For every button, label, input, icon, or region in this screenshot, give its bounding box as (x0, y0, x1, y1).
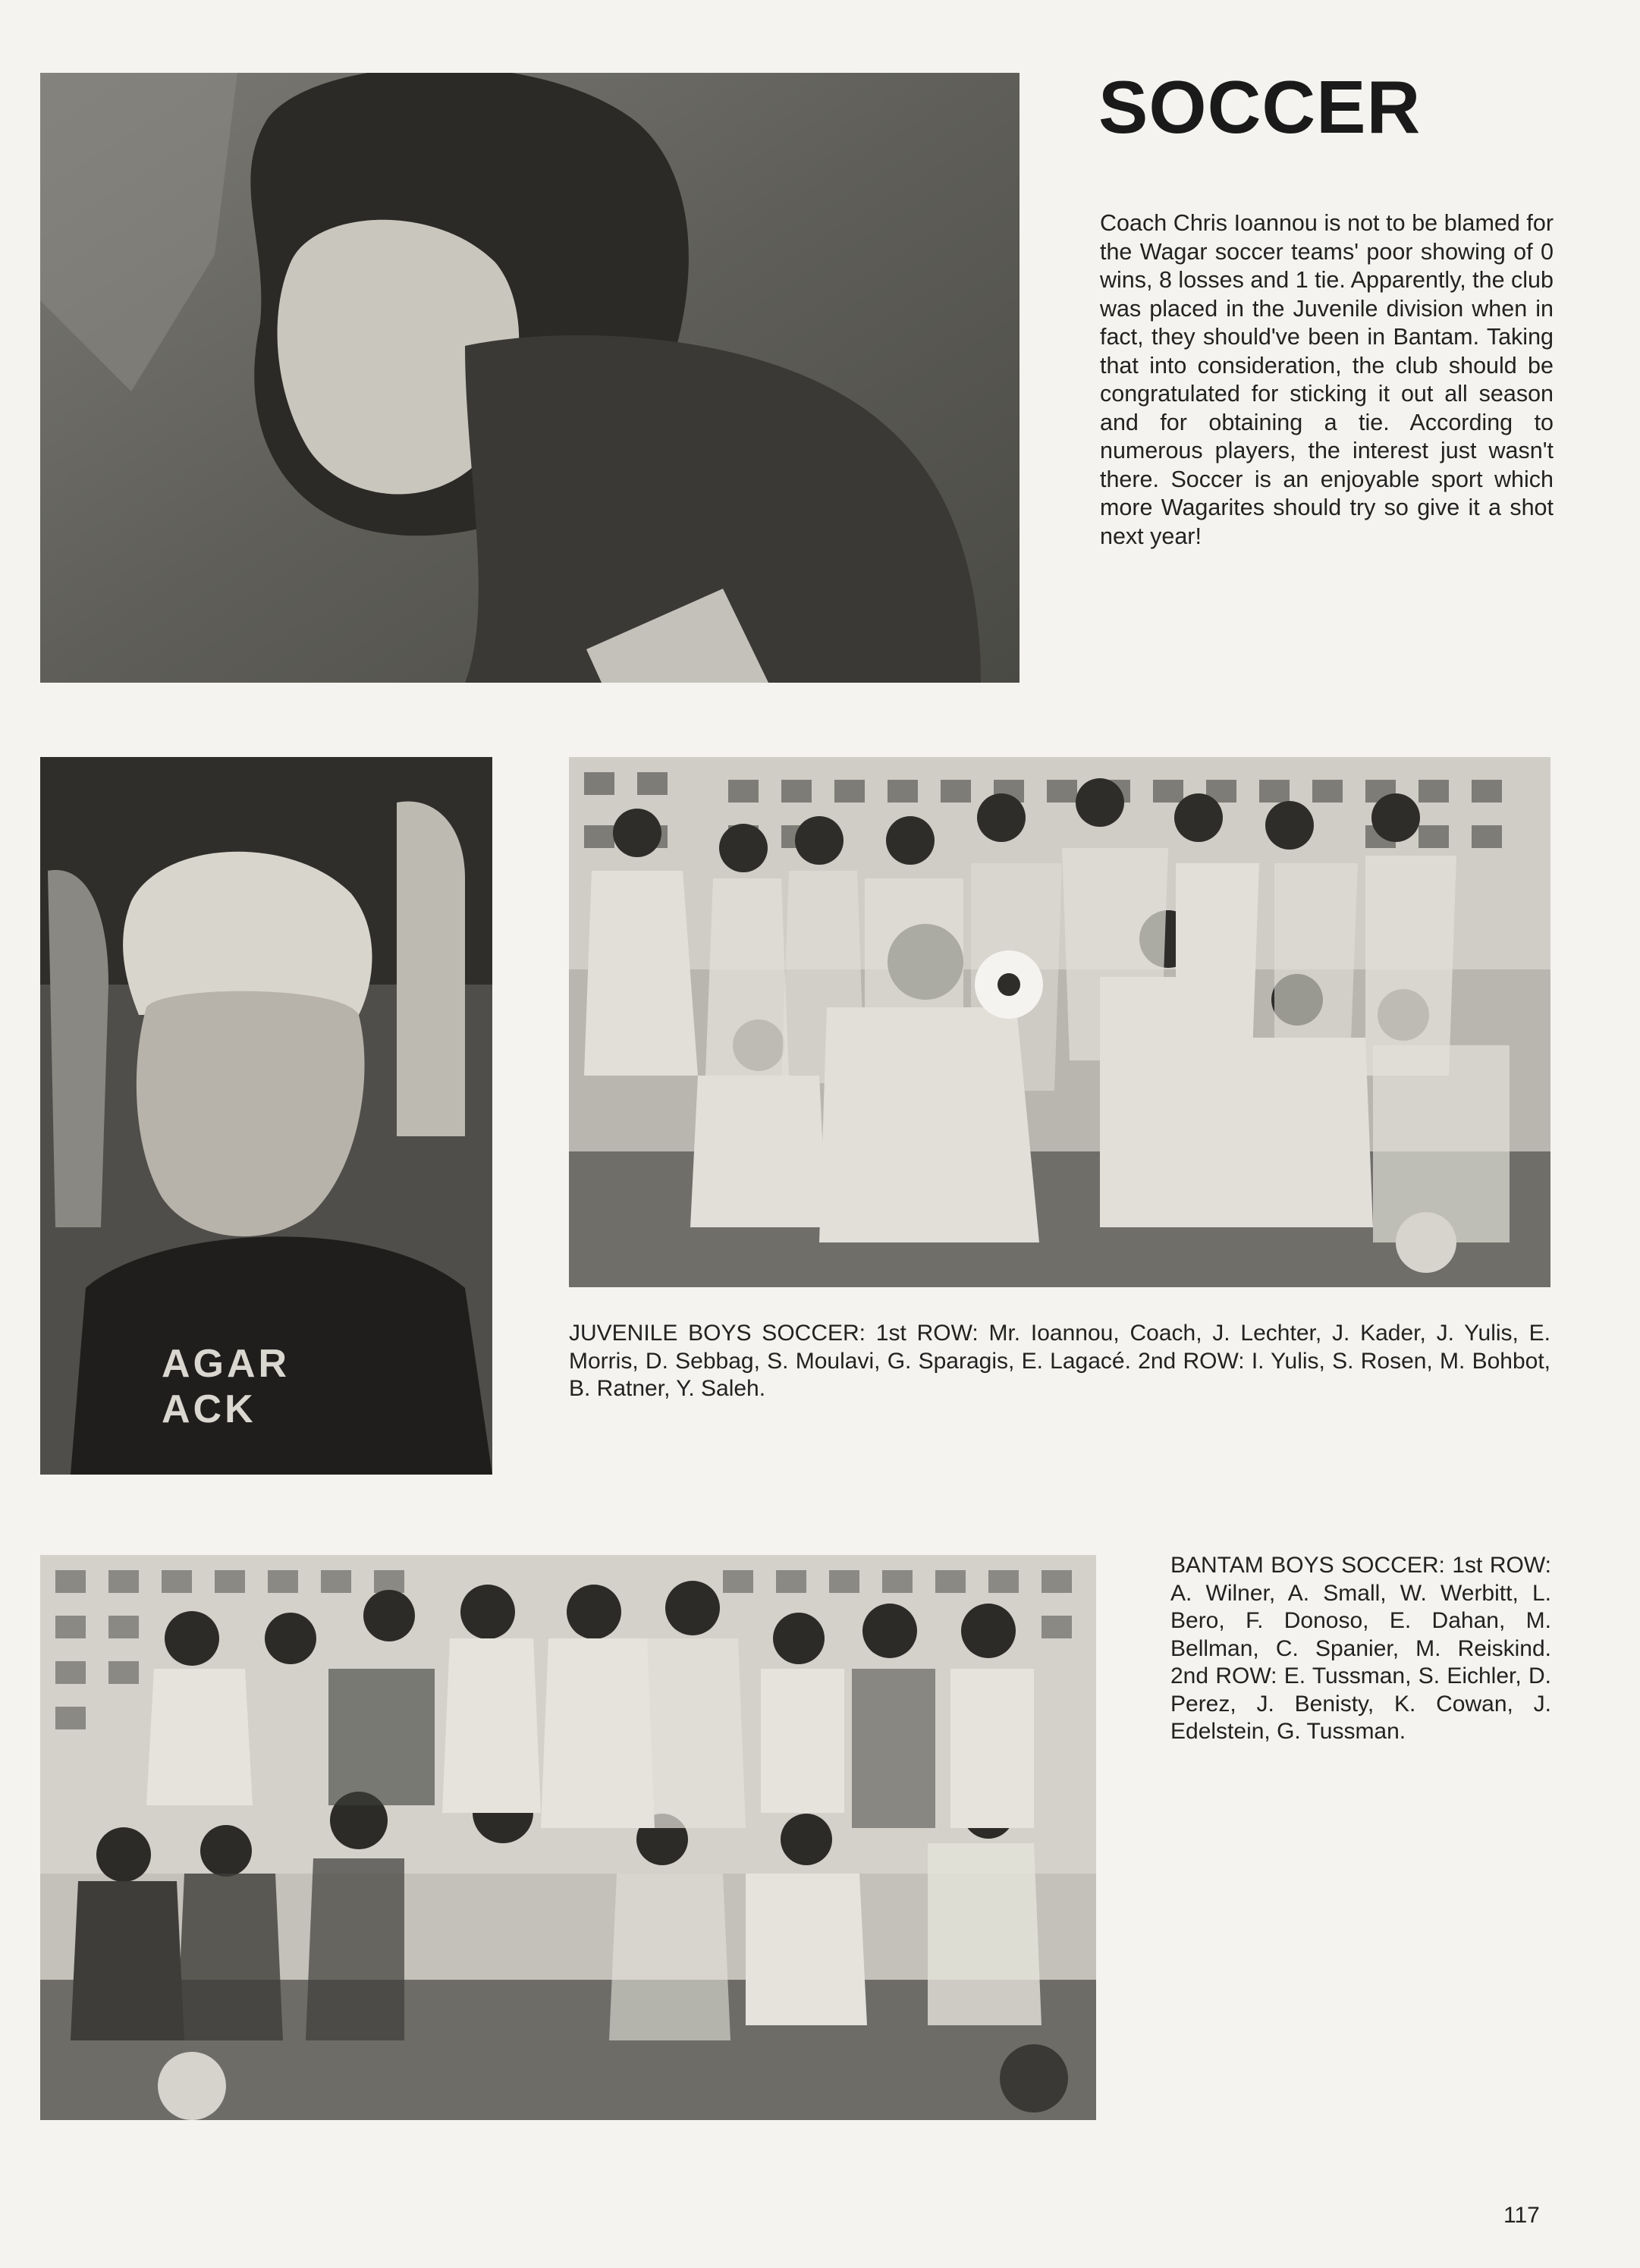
juvenile-team-photo (569, 757, 1550, 1287)
intro-paragraph: Coach Chris Ioannou is not to be blamed for the Wagar soccer teams' poor showing of 0 wins, 8 losses and 1 tie. Apparently, the club was placed in the Juvenile division when in fact, they should've been in Bantam. Taking that into consideration, the club should be congratulated for sticking it out all season and for obtaining a tie. According to numerous players, the interest just wasn't there. Soccer is an enjoyable sport which more Wagarites should try so give it a shot next year! (1100, 210, 1554, 549)
page-number: 117 (1503, 2203, 1540, 2228)
beanie-boy-photo (40, 757, 492, 1475)
bantam-team-photo (40, 1555, 1096, 2120)
juvenile-caption: JUVENILE BOYS SOCCER: 1st ROW: Mr. Ioannou, Coach, J. Lechter, J. Kader, J. Yulis, E. Morris, D. Sebbag, S. Moulavi, G. Sparagis, E. Lagacé. 2nd ROW: I. Yulis, S. Rosen, M. Bohbot, B. Ratner, Y. Saleh. (569, 1321, 1550, 1401)
runner-photo (40, 73, 1020, 683)
shirt-lettering: AGAR ACK (162, 1342, 291, 1431)
page-title: SOCCER (1098, 65, 1422, 149)
bantam-caption: BANTAM BOYS SOCCER: 1st ROW: A. Wilner, A. Small, W. Werbitt, L. Bero, F. Donoso, E. Dahan, M. Bellman, C. Spanier, M. Reiskind. 2nd ROW: E. Tussman, S. Eichler, D. Perez, J. Benisty, K. Cowan, J. Edelstein, G. Tussman. (1170, 1553, 1551, 1744)
